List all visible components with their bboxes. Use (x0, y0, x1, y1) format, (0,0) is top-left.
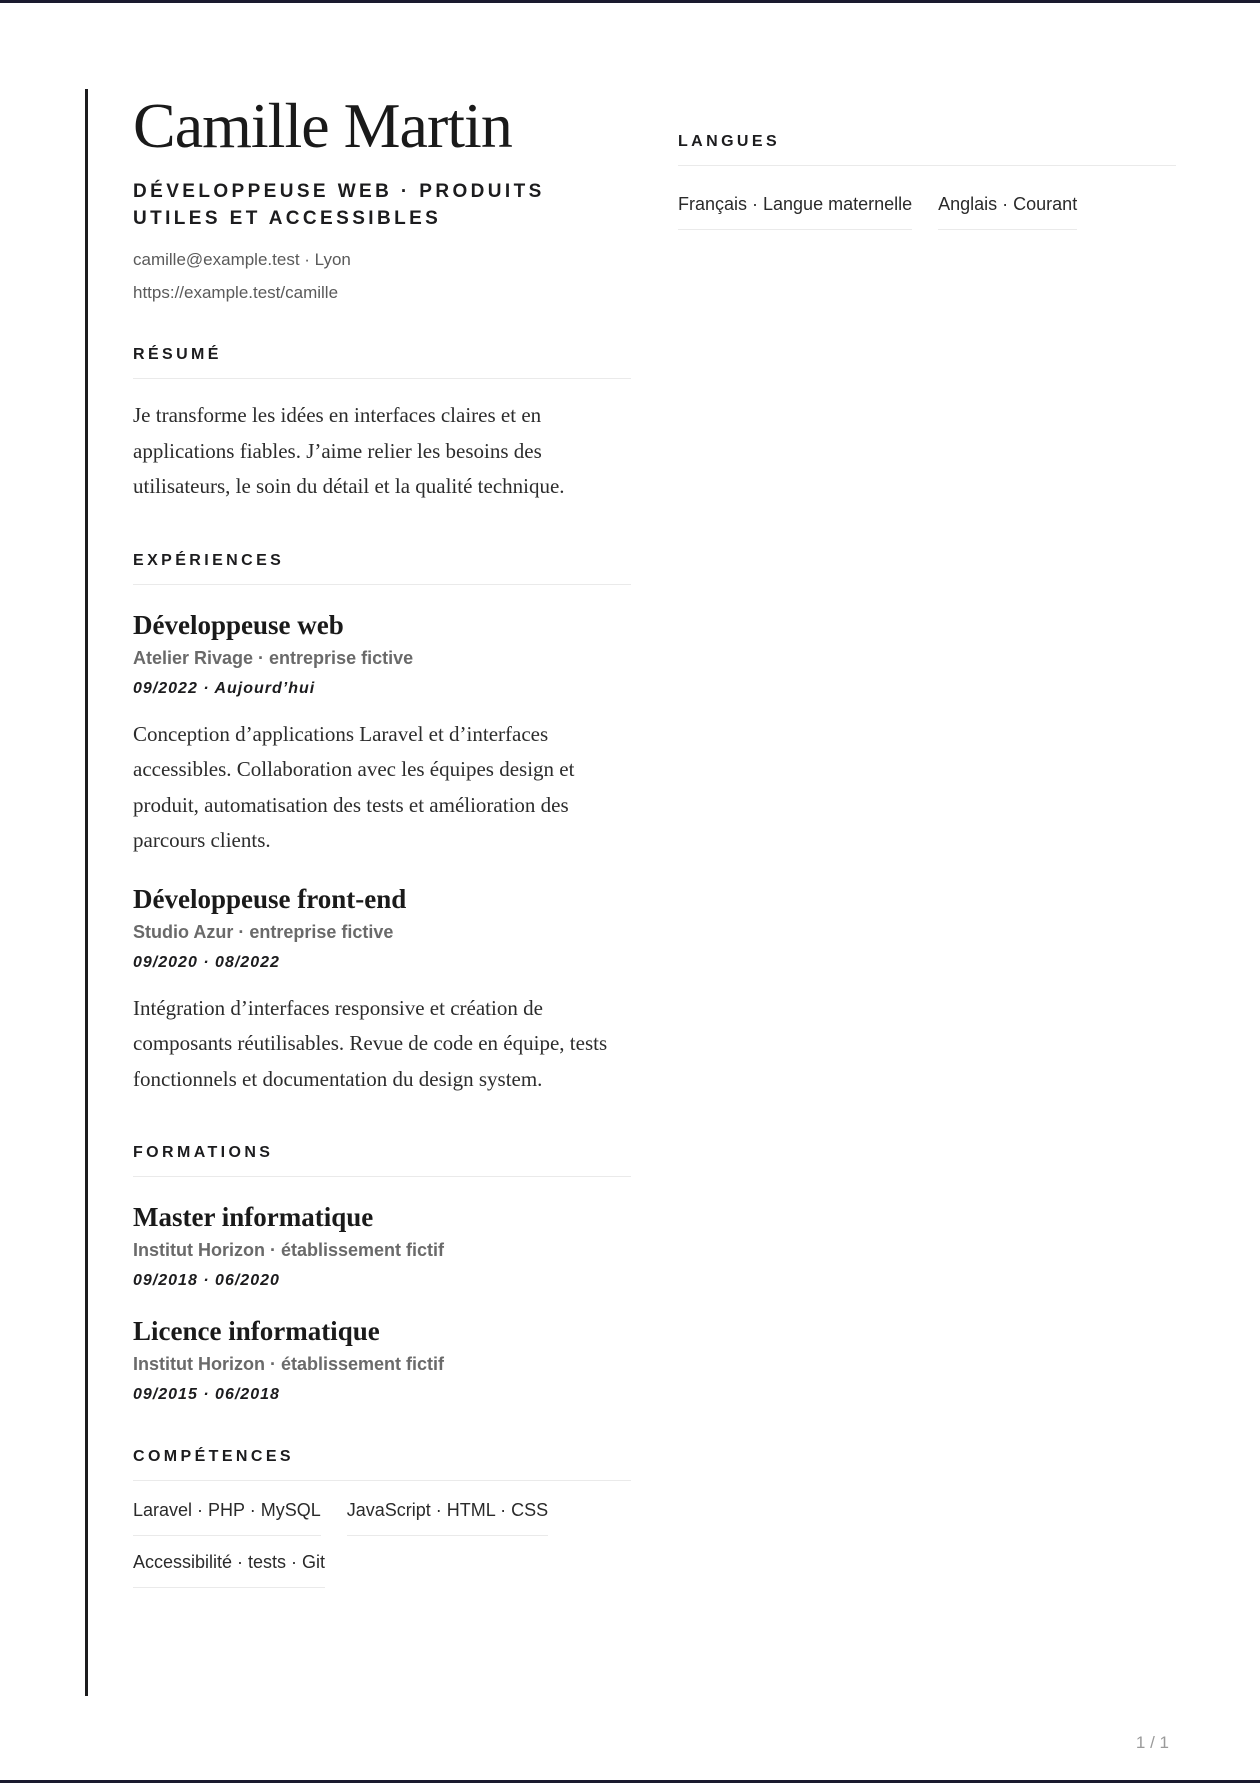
language-chip: Français · Langue maternelle (678, 178, 912, 230)
experience-dates: 09/2022 · Aujourd’hui (133, 679, 316, 697)
skill-chip: Accessibilité · tests · Git (133, 1536, 325, 1588)
experience-dates: 09/2020 · 08/2022 (133, 953, 280, 971)
formation-degree: Master informatique (133, 1202, 374, 1232)
formation-dates: 09/2018 · 06/2020 (133, 1272, 280, 1289)
formation-entry (133, 1315, 631, 1405)
section-title-langues: LANGUES (678, 132, 1176, 166)
skill-chip: JavaScript · HTML · CSS (347, 1484, 548, 1536)
section-title-resume: RÉSUMÉ (133, 345, 631, 379)
experience-description: Conception d’applications Laravel et d’interfaces accessibles. Collaboration avec les équipes design et produit, automatisation des tests et amélioration des parcours clients. (133, 721, 575, 852)
experience-description: Intégration d’interfaces responsive et création de composants réutilisables. Revue de code en équipe, tests fonctionnels et documentation du design system. (133, 995, 608, 1091)
contact-email-city: camille@example.test · Lyon (133, 250, 351, 269)
skill-chip: Laravel · PHP · MySQL (133, 1484, 321, 1536)
experience-org: Atelier Rivage · entreprise fictive (133, 647, 414, 668)
experience-org: Studio Azur · entreprise fictive (133, 921, 394, 942)
section-title-experiences: EXPÉRIENCES (133, 551, 631, 585)
language-chip: Anglais · Courant (938, 178, 1077, 230)
accent-rule (85, 89, 88, 1696)
skills-list (133, 1484, 631, 1588)
languages-list (678, 178, 1176, 230)
experience-role: Développeuse front-end (133, 883, 407, 914)
formation-org: Institut Horizon · établissement fictif (133, 1354, 445, 1374)
formation-dates: 09/2015 · 06/2018 (133, 1386, 280, 1403)
page-number: 1 / 1 (1135, 1733, 1169, 1752)
contact-website: https://example.test/camille (133, 283, 339, 302)
section-title-competences: COMPÉTENCES (133, 1447, 631, 1481)
section-title-formations: FORMATIONS (133, 1143, 631, 1177)
formation-entry (133, 1201, 631, 1291)
formation-degree: Licence informatique (133, 1316, 380, 1346)
summary-text: Je transforme les idées en interfaces claires et en applications fiables. J’aime relier les besoins des utilisateurs, le soin du détail et la qualité technique. (133, 403, 565, 498)
main-column (133, 90, 631, 1588)
formation-org: Institut Horizon · établissement fictif (133, 1240, 445, 1260)
top-border (0, 0, 1260, 3)
candidate-name: Camille Martin (133, 90, 512, 161)
experience-role: Développeuse web (133, 609, 344, 640)
experience-entry (133, 609, 631, 859)
side-column (678, 132, 1176, 230)
experience-entry (133, 883, 631, 1098)
headline: DÉVELOPPEUSE WEB · PRODUITS UTILES ET ACCESSIBLES (133, 181, 545, 229)
